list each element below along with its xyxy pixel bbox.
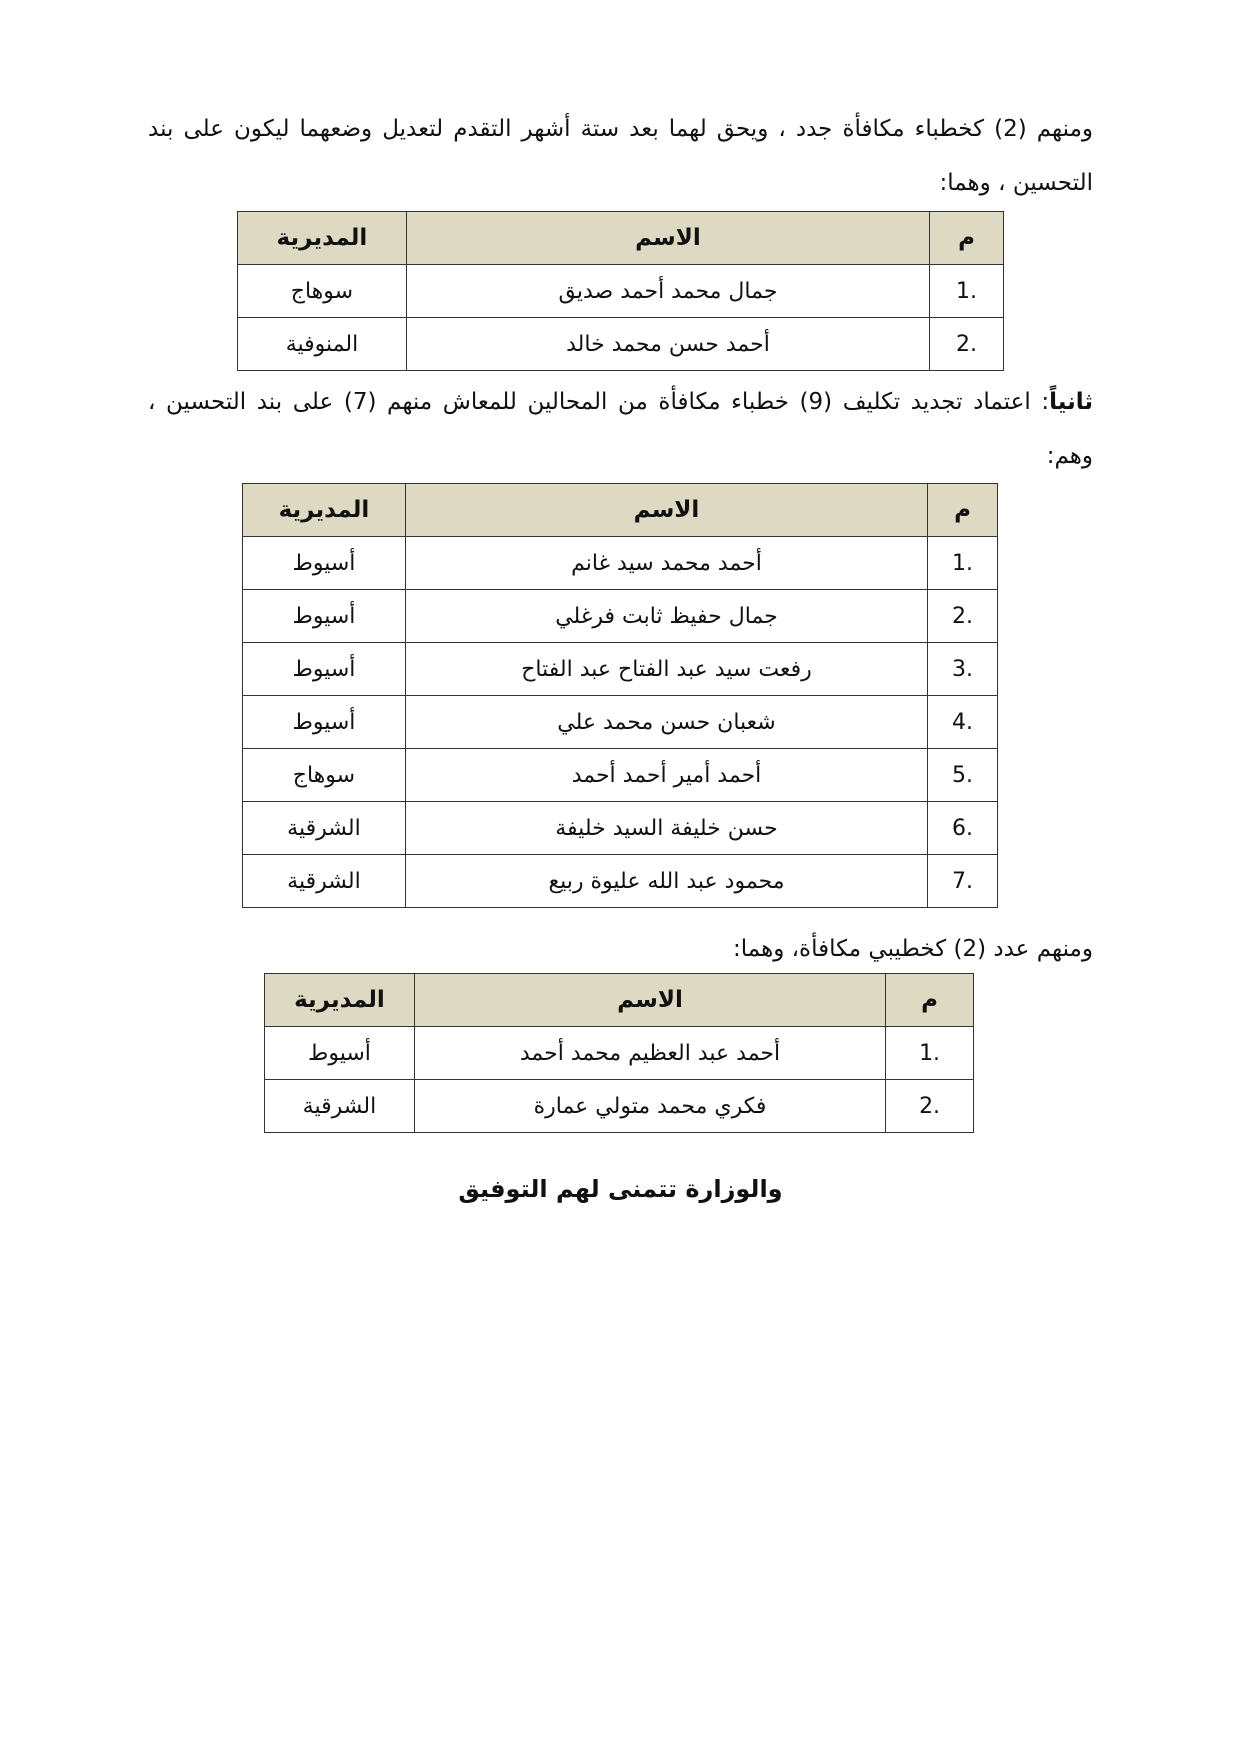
row-name: شعبان حسن محمد علي bbox=[405, 696, 927, 749]
row-name: جمال محمد أحمد صديق bbox=[406, 265, 929, 318]
table-row bbox=[265, 1027, 974, 1080]
row-directorate: أسيوط bbox=[243, 696, 406, 749]
column-header-num: م bbox=[930, 212, 1004, 265]
column-header-num: م bbox=[886, 974, 974, 1027]
column-header-name: الاسم bbox=[414, 974, 885, 1027]
row-directorate: سوهاج bbox=[243, 749, 406, 802]
table-header-row bbox=[243, 484, 998, 537]
row-name: أحمد محمد سيد غانم bbox=[405, 537, 927, 590]
row-number: 7. bbox=[928, 855, 998, 908]
table-row bbox=[243, 855, 998, 908]
row-number: 4. bbox=[928, 696, 998, 749]
section-two-text: : اعتماد تجديد تكليف (9) خطباء مكافأة من المحالين للمعاش منهم (7) على بند التحسين ، وهم: bbox=[148, 389, 1093, 469]
column-header-directorate: المديرية bbox=[238, 212, 407, 265]
table-row bbox=[243, 537, 998, 590]
row-directorate: الشرقية bbox=[243, 855, 406, 908]
row-number: 1. bbox=[886, 1027, 974, 1080]
table-new-preachers bbox=[237, 211, 1004, 371]
row-number: 1. bbox=[928, 537, 998, 590]
row-directorate: المنوفية bbox=[238, 318, 407, 371]
table-row bbox=[238, 265, 1004, 318]
column-header-directorate: المديرية bbox=[265, 974, 415, 1027]
row-name: فكري محمد متولي عمارة bbox=[414, 1080, 885, 1133]
row-name: رفعت سيد عبد الفتاح عبد الفتاح bbox=[405, 643, 927, 696]
row-directorate: أسيوط bbox=[265, 1027, 415, 1080]
column-header-name: الاسم bbox=[406, 212, 929, 265]
table-row bbox=[243, 749, 998, 802]
row-number: 5. bbox=[928, 749, 998, 802]
section-three-paragraph: ومنهم عدد (2) كخطيبي مكافأة، وهما: bbox=[733, 936, 1093, 962]
table-row bbox=[243, 590, 998, 643]
row-directorate: الشرقية bbox=[243, 802, 406, 855]
section-two-paragraph bbox=[148, 375, 1093, 483]
table-renewed-preachers bbox=[242, 483, 998, 908]
row-number: 6. bbox=[928, 802, 998, 855]
column-header-directorate: المديرية bbox=[243, 484, 406, 537]
row-number: 1. bbox=[930, 265, 1004, 318]
row-number: 2. bbox=[930, 318, 1004, 371]
row-directorate: أسيوط bbox=[243, 643, 406, 696]
table-row bbox=[243, 643, 998, 696]
row-number: 2. bbox=[886, 1080, 974, 1133]
row-name: أحمد أمير أحمد أحمد bbox=[405, 749, 927, 802]
row-number: 2. bbox=[928, 590, 998, 643]
column-header-name: الاسم bbox=[405, 484, 927, 537]
section-two-lead: ثانياً bbox=[1049, 389, 1094, 415]
row-directorate: الشرقية bbox=[265, 1080, 415, 1133]
table-header-row bbox=[265, 974, 974, 1027]
table-row bbox=[243, 696, 998, 749]
table-row bbox=[243, 802, 998, 855]
row-name: حسن خليفة السيد خليفة bbox=[405, 802, 927, 855]
row-directorate: أسيوط bbox=[243, 537, 406, 590]
intro-paragraph: ومنهم (2) كخطباء مكافأة جدد ، ويحق لهما بعد ستة أشهر التقدم لتعديل وضعهما ليكون على بند التحسين ، وهما: bbox=[148, 116, 1094, 196]
row-name: جمال حفيظ ثابت فرغلي bbox=[405, 590, 927, 643]
row-name: أحمد حسن محمد خالد bbox=[406, 318, 929, 371]
table-header-row bbox=[238, 212, 1004, 265]
row-directorate: أسيوط bbox=[243, 590, 406, 643]
row-directorate: سوهاج bbox=[238, 265, 407, 318]
table-row bbox=[265, 1080, 974, 1133]
closing-line: والوزارة تتمنى لهم التوفيق bbox=[458, 1175, 783, 1203]
table-row bbox=[238, 318, 1004, 371]
row-name: محمود عبد الله عليوة ربيع bbox=[405, 855, 927, 908]
row-number: 3. bbox=[928, 643, 998, 696]
table-two-preachers bbox=[264, 973, 974, 1133]
column-header-num: م bbox=[928, 484, 998, 537]
row-name: أحمد عبد العظيم محمد أحمد bbox=[414, 1027, 885, 1080]
